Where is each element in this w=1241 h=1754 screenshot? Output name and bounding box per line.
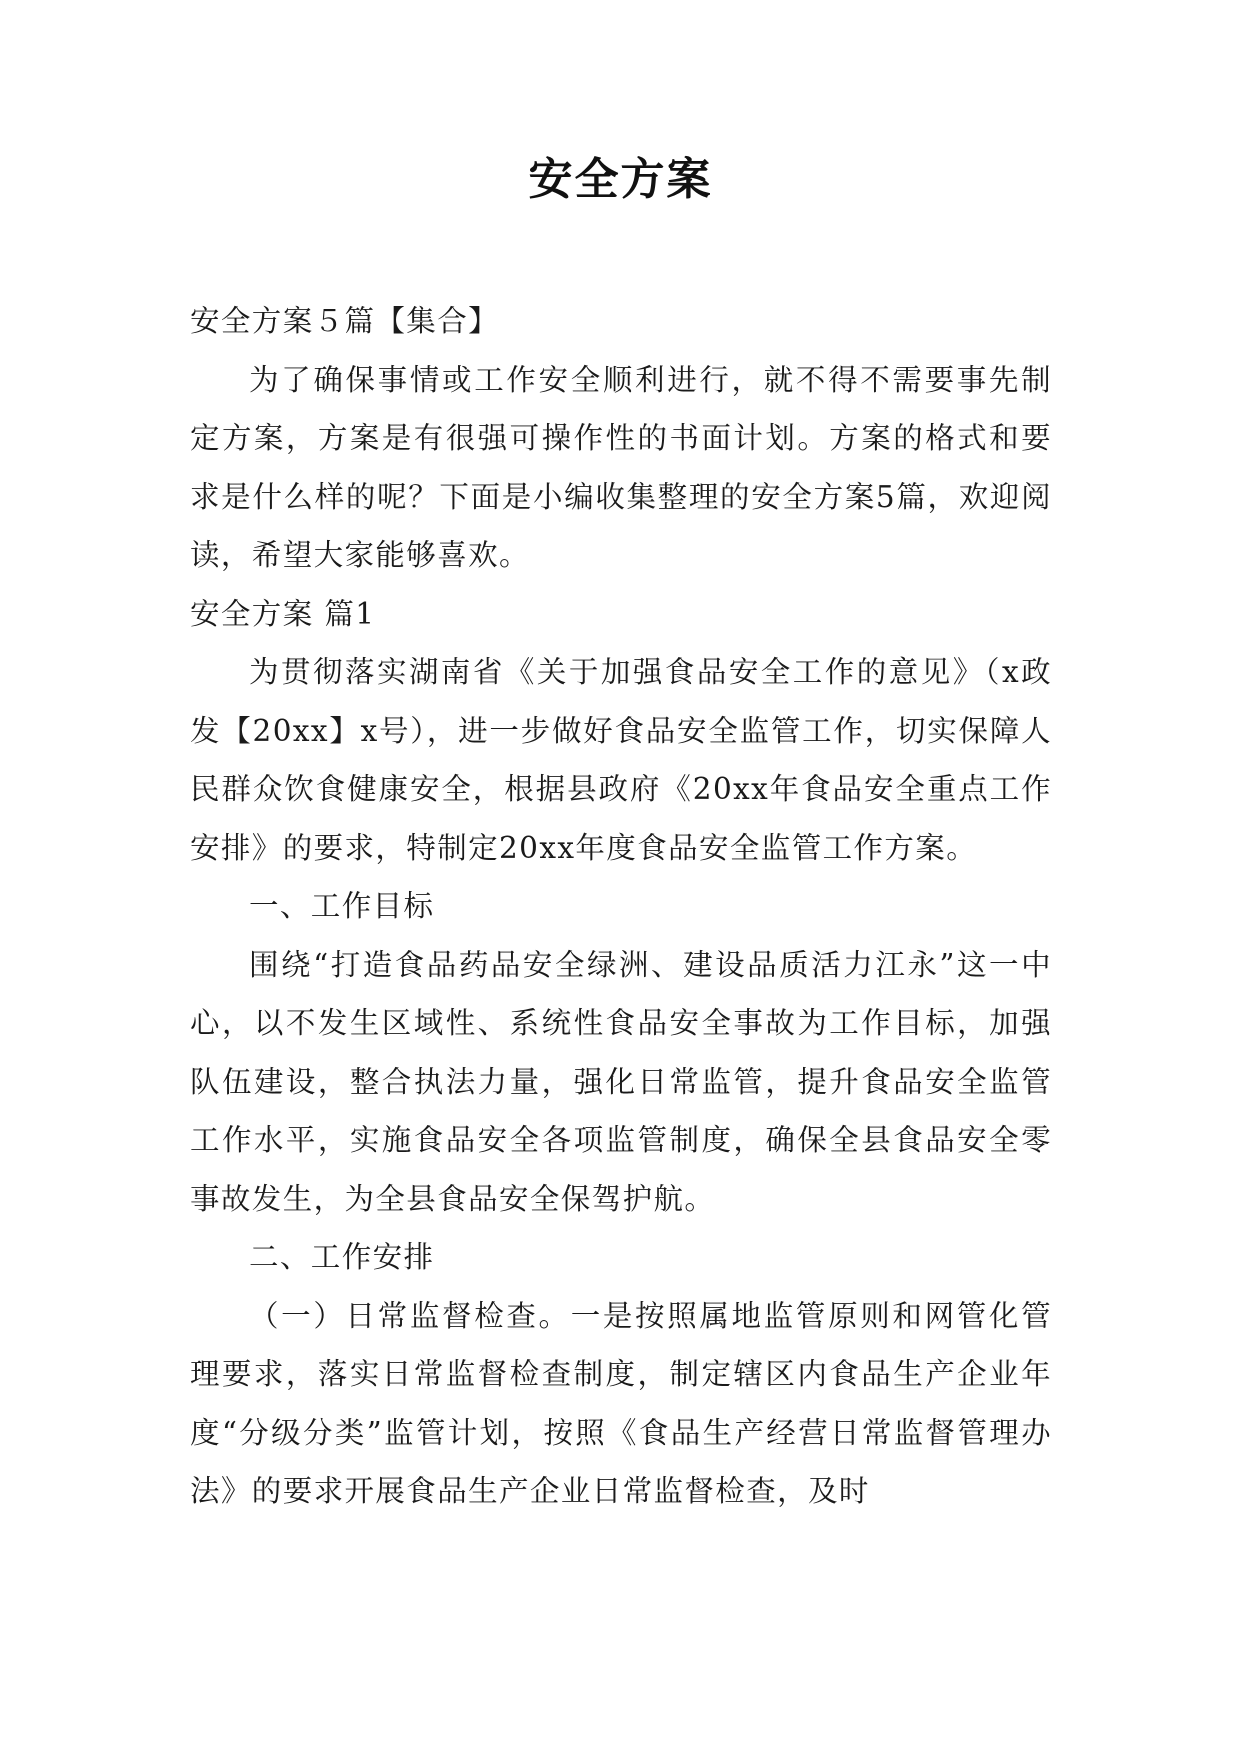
section-heading: 安全方案 篇1: [190, 596, 376, 631]
paragraph-2: 围绕“打造食品药品安全绿洲、建设品质活力江永”这一中心，以不发生区域性、系统性食品安全事故为工作目标，加强队伍建设，整合执法力量，强化日常监管，提升食品安全监管工作水平，实施食品安全各项监管制度，确保全县食品安全零事故发生，为全县食品安全保驾护航。: [190, 947, 1052, 1216]
document-title: 安全方案: [528, 154, 713, 205]
intro-paragraph: 为了确保事情或工作安全顺利进行，就不得不需要事先制定方案，方案是有很强可操作性的书面计划。方案的格式和要求是什么样的呢？下面是小编收集整理的安全方案5篇，欢迎阅读，希望大家能够喜欢。: [190, 362, 1052, 572]
paragraph-3: （一）日常监督检查。一是按照属地监管原则和网管化管理要求，落实日常监督检查制度，制定辖区内食品生产企业年度“分级分类”监管计划，按照《食品生产经营日常监督管理办法》的要求开展食品生产企业日常监督检查，及时: [190, 1298, 1052, 1508]
paragraph-1: 为贯彻落实湖南省《关于加强食品安全工作的意见》（x政发【20xx】x号），进一步做好食品安全监管工作，切实保障人民群众饮食健康安全，根据县政府《20xx年食品安全重点工作安排》的要求，特制定20xx年度食品安全监管工作方案。: [190, 655, 1052, 865]
heading-work-arrangement: 二、工作安排: [249, 1240, 435, 1274]
document-subtitle: 安全方案５篇【集合】: [190, 304, 500, 338]
document-body: [190, 292, 1052, 1521]
heading-work-goals: 一、工作目标: [249, 889, 435, 923]
